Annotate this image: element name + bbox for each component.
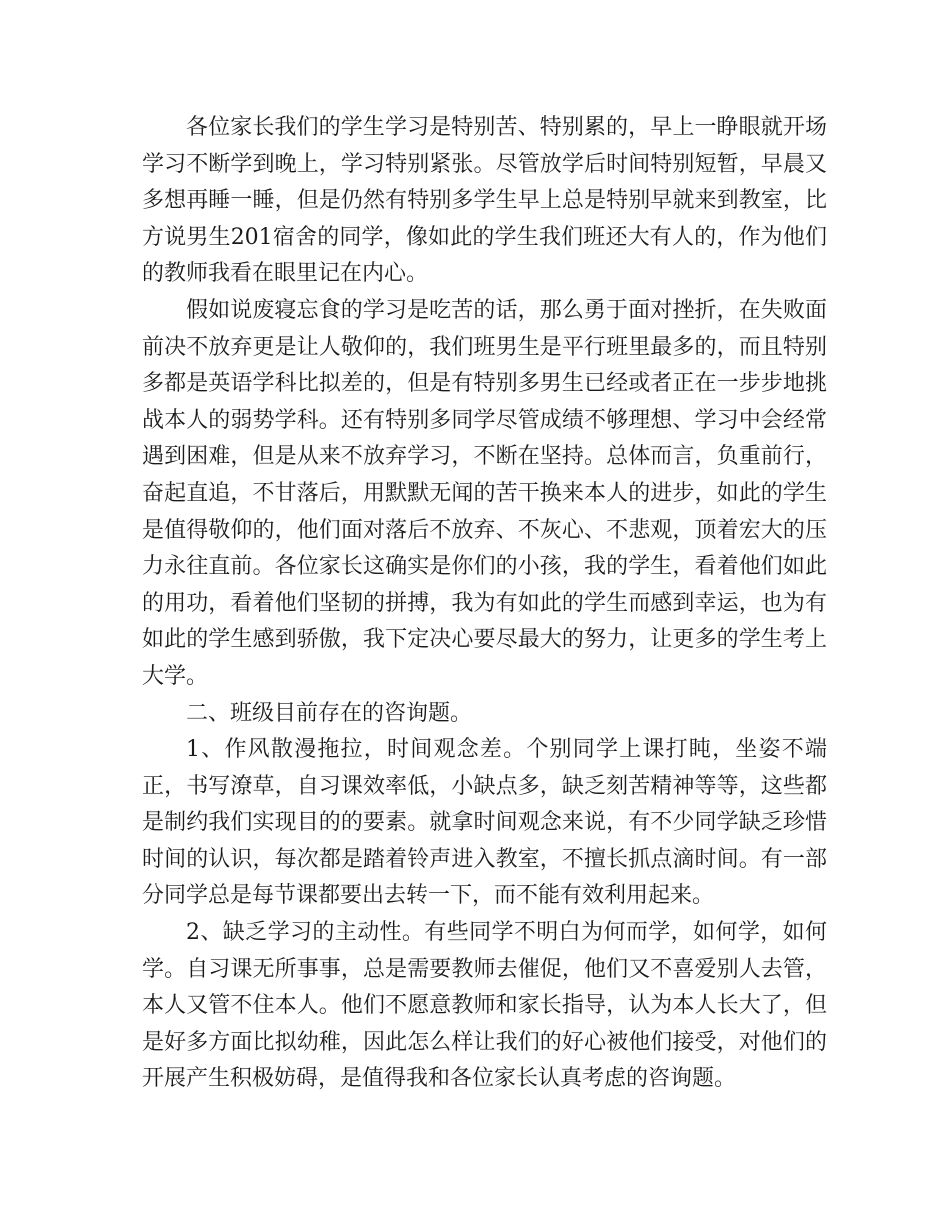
section-heading-class-issues: 二、班级目前存在的咨询题。	[186, 700, 473, 726]
paragraph-students-effort: 各位家长我们的学生学习是特别苦、特别累的，早上一睁眼就开场学习不断学到晚上，学习特别紧张。尽管放学后时间特别短暂，早晨又多想再睡一睡，但是仍然有特别多学生早上总是特别早就来到教室，比方说男生201宿舍的同学，像如此的学生我们班还大有人的，作为他们的教师我看在眼里记在内心。	[142, 115, 827, 287]
document-body	[142, 110, 827, 1098]
paragraph-issue-1: 1、作风散漫拖拉，时间观念差。个别同学上课打盹，坐姿不端正，书写潦草，自习课效率低，小缺点多，缺乏刻苦精神等等，这些都是制约我们实现目的的要素。就拿时间观念来说，有不少同学缺乏珍惜时间的认识，每次都是踏着铃声进入教室，不擅长抓点滴时间。有一部分同学总是每节课都要出去转一下，而不能有效利用起来。	[142, 737, 827, 909]
paragraph-issue-2: 2、缺乏学习的主动性。有些同学不明白为何而学，如何学，如何学。自习课无所事事，总是需要教师去催促，他们又不喜爱别人去管，本人又管不住本人。他们不愿意教师和家长指导，认为本人长大了，但是好多方面比拟幼稚，因此怎么样让我们的好心被他们接受，对他们的开展产生积极妨碍，是值得我和各位家长认真考虑的咨询题。	[142, 920, 827, 1092]
paragraph-students-perseverance: 假如说废寝忘食的学习是吃苦的话，那么勇于面对挫折，在失败面前决不放弃更是让人敬仰的，我们班男生是平行班里最多的，而且特别多都是英语学科比拟差的，但是有特别多男生已经或者正在一步步地挑战本人的弱势学科。还有特别多同学尽管成绩不够理想、学习中会经常遇到困难，但是从来不放弃学习，不断在坚持。总体而言，负重前行，奋起直追，不甘落后，用默默无闻的苦干换来本人的进步，如此的学生是值得敬仰的，他们面对落后不放弃、不灰心、不悲观，顶着宏大的压力永往直前。各位家长这确实是你们的小孩，我的学生，看着他们如此的用功，看着他们坚韧的拼搏，我为有如此的学生而感到幸运，也为有如此的学生感到骄傲，我下定决心要尽最大的努力，让更多的学生考上大学。	[142, 297, 827, 689]
